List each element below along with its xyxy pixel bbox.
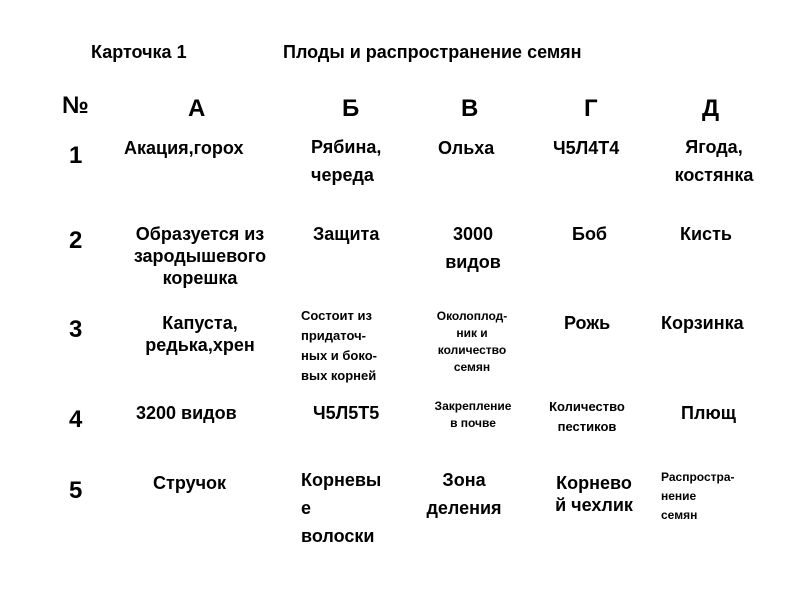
cell-5-a: Стручок [153,473,227,493]
cell-2-v: 3000 видов [445,224,501,272]
header-col-g: Г [584,95,598,122]
row-number-4: 4 [69,406,83,433]
cell-3-g: Рожь [564,313,611,333]
cell-3-a: Капуста, редька,хрен [145,313,255,355]
cell-4-b: Ч5Л5Т5 [313,403,380,423]
row-number-3: 3 [69,316,83,343]
cell-2-a: Образуется из зародышевого корешка [133,224,267,288]
cell-3-d: Корзинка [661,313,744,333]
cell-1-a: Акация,горох [124,138,244,158]
cell-1-d: Ягода, костянка [674,137,754,185]
cell-3-v: Околоплод- ник и количество семян [436,309,508,374]
cell-2-b: Защита [313,224,380,244]
row-number-1: 1 [69,142,83,169]
row-number-2: 2 [69,227,83,254]
cell-4-v: Закрепление в почве [434,399,512,430]
card-title: Карточка 1 [91,42,187,62]
header-col-d: Д [702,95,720,122]
cell-2-d: Кисть [680,224,732,244]
header-col-v: В [461,95,479,122]
page-title: Плоды и распространение семян [283,42,582,62]
cell-4-d: Плющ [681,403,736,423]
header-col-a: А [188,95,206,122]
cell-1-b: Рябина, череда [311,137,382,185]
cell-5-g: Корнево й чехлик [555,473,633,515]
cell-4-g: Количество пестиков [549,399,625,434]
cell-4-a: 3200 видов [136,403,237,423]
row-number-5: 5 [69,477,83,504]
header-number: № [62,92,89,119]
cell-2-g: Боб [572,224,608,244]
cell-5-b: Корневы е волоски [301,470,382,546]
cell-1-g: Ч5Л4Т4 [553,138,620,158]
cell-1-v: Ольха [438,138,495,158]
header-col-b: Б [342,95,360,122]
cell-5-v: Зона деления [426,470,502,518]
cell-5-d: Распростра- нение семян [661,470,735,522]
cell-3-b: Состоит из придаточ- ных и боко- вых корней [301,308,377,383]
